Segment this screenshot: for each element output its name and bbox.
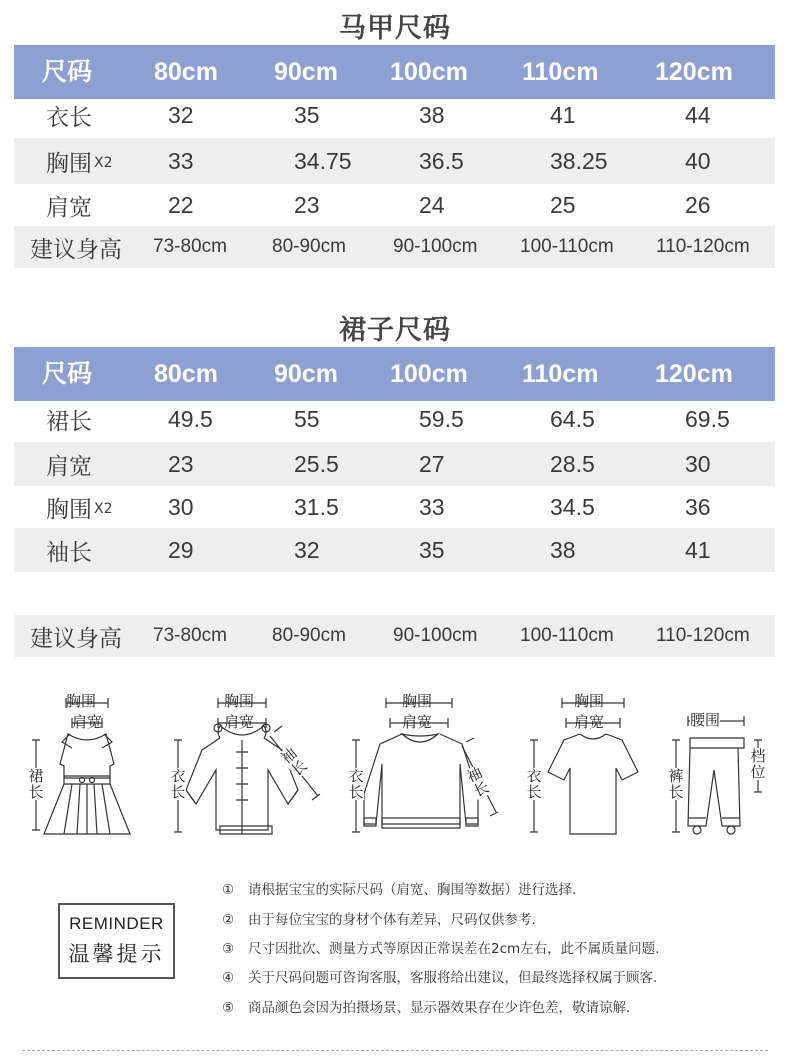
table-cell: 23 [168,450,194,477]
header-120: 120cm [655,360,733,388]
note-text: 尺寸因批次、测量方式等原因正常误差在2cm左右，此不属质量问题. [248,941,660,957]
table-cell: 80-90cm [272,236,346,257]
header-120: 120cm [655,58,733,86]
table-cell: 38 [419,102,445,128]
table-cell: 55 [294,406,320,432]
table-cell: 24 [419,191,445,218]
header-110: 110cm [522,58,599,86]
row-label: 建议身高 [30,625,122,652]
shoulder-label: 肩宽 [72,713,103,731]
header-80: 80cm [154,58,218,86]
chest-label: 胸围 [66,692,97,710]
skirt-table-header [14,347,775,401]
reminder-note [222,937,659,957]
table-cell: 90-100cm [393,236,478,257]
note-text: 由于每位宝宝的身材个体有差异，尺码仅供参考. [248,912,536,928]
reminder-box [58,903,175,979]
row-label [46,138,113,184]
table-cell: 110-120cm [656,625,750,646]
vest-size-title: 马甲尺码 [339,13,451,44]
sweater-diagram [340,690,510,845]
sleeve-length-label: 袖长 [277,744,311,780]
jacket-diagram [160,690,325,845]
table-cell: 23 [294,191,320,218]
note-number: ③ [222,941,235,957]
reminder-note [222,966,657,986]
table-cell: 34.5 [550,493,595,520]
vest-table-header [14,45,775,99]
table-cell: 29 [168,536,194,563]
header-80: 80cm [154,360,218,388]
table-cell: 38 [550,536,576,563]
table-row [14,486,775,528]
note-text: 商品颜色会因为拍摄场景、显示器效果存在少许色差，敬请谅解. [248,1000,631,1016]
chest-label: 胸围 [402,692,433,710]
row-label-text: 胸围 [46,496,92,523]
table-cell: 35 [294,102,320,128]
dress-diagram [28,690,148,845]
garment-length-label: 衣长 [170,767,186,801]
table-cell: 27 [419,450,445,477]
garment-length-label: 衣长 [526,767,542,801]
row-label: 肩宽 [46,194,92,221]
row-label: 袖长 [46,539,92,566]
skirt-size-title: 裙子尺码 [339,315,451,346]
table-cell: 32 [294,536,320,563]
chest-label: 胸围 [574,692,605,710]
table-cell: 69.5 [685,406,730,432]
table-cell: 38.25 [550,147,608,174]
table-cell: 25.5 [294,450,339,477]
note-text: 请根据宝宝的实际尺码（肩宽、胸围等数据）进行选择. [248,882,577,898]
row-label [46,486,113,528]
row-label: 衣长 [46,105,92,131]
table-cell: 34.75 [294,147,352,174]
table-row [14,442,775,486]
sleeve-length-label: 袖长 [464,763,492,801]
shoulder-label: 肩宽 [224,713,255,731]
table-cell: 73-80cm [153,236,227,257]
shoulder-label: 肩宽 [402,713,433,731]
table-cell: 32 [168,102,194,128]
reminder-note [222,908,536,928]
header-size: 尺码 [42,58,93,86]
table-row [14,138,775,184]
table-cell: 59.5 [419,406,464,432]
bottom-divider [22,1050,768,1051]
table-cell: 33 [168,147,194,174]
table-row [14,226,775,268]
note-number: ② [222,912,235,928]
table-cell: 110-120cm [656,236,750,257]
table-cell: 49.5 [168,406,213,432]
table-row [14,93,775,138]
row-label: 建议身高 [30,236,122,263]
table-cell: 100-110cm [520,625,614,646]
garment-length-label: 衣长 [348,767,364,801]
reminder-title-zh: 温馨提示 [68,942,165,966]
table-cell: 36 [685,493,711,520]
pants-diagram [660,690,775,845]
table-cell: 25 [550,191,576,218]
table-cell: 30 [168,493,194,520]
table-cell: 64.5 [550,406,595,432]
waist-label: 腰围 [690,711,721,729]
table-row [14,397,775,442]
times-two-suffix: X2 [94,501,113,517]
table-cell: 26 [685,191,711,218]
table-cell: 100-110cm [520,236,614,257]
table-cell: 31.5 [294,493,339,520]
header-100: 100cm [390,360,468,388]
header-90: 90cm [274,360,338,388]
table-cell: 36.5 [419,147,464,174]
table-cell: 41 [550,102,576,128]
table-cell: 33 [419,493,445,520]
table-cell: 35 [419,536,445,563]
table-row [14,615,775,657]
header-110: 110cm [522,360,599,388]
skirt-length-label: 裙长 [28,767,44,801]
note-text: 关于尺码问题可咨询客服，客服将给出建议，但最终选择权属于顾客. [248,970,658,986]
table-cell: 80-90cm [272,625,346,646]
table-cell: 73-80cm [153,625,227,646]
times-two-suffix: X2 [94,155,113,171]
row-label: 裙长 [46,409,92,435]
table-cell: 41 [685,536,711,563]
table-cell: 44 [685,102,711,128]
row-label-text: 胸围 [46,150,92,177]
note-number: ④ [222,970,235,986]
header-100: 100cm [390,58,468,86]
chest-label: 胸围 [224,692,255,710]
reminder-note [222,996,630,1016]
crotch-label: 档位 [750,747,766,781]
note-number: ⑤ [222,1000,235,1016]
table-cell: 30 [685,450,711,477]
table-row [14,528,775,572]
reminder-title-en: REMINDER [69,914,164,933]
pants-length-label: 裤长 [668,767,684,801]
header-size: 尺码 [42,360,93,388]
header-90: 90cm [274,58,338,86]
row-label: 肩宽 [46,453,92,480]
table-cell: 90-100cm [393,625,478,646]
table-row [14,184,775,226]
reminder-note [222,878,576,898]
table-cell: 40 [685,147,711,174]
tshirt-diagram [520,690,670,845]
shoulder-label: 肩宽 [574,713,605,731]
table-cell: 28.5 [550,450,595,477]
table-cell: 22 [168,191,194,218]
note-number: ① [222,882,235,898]
